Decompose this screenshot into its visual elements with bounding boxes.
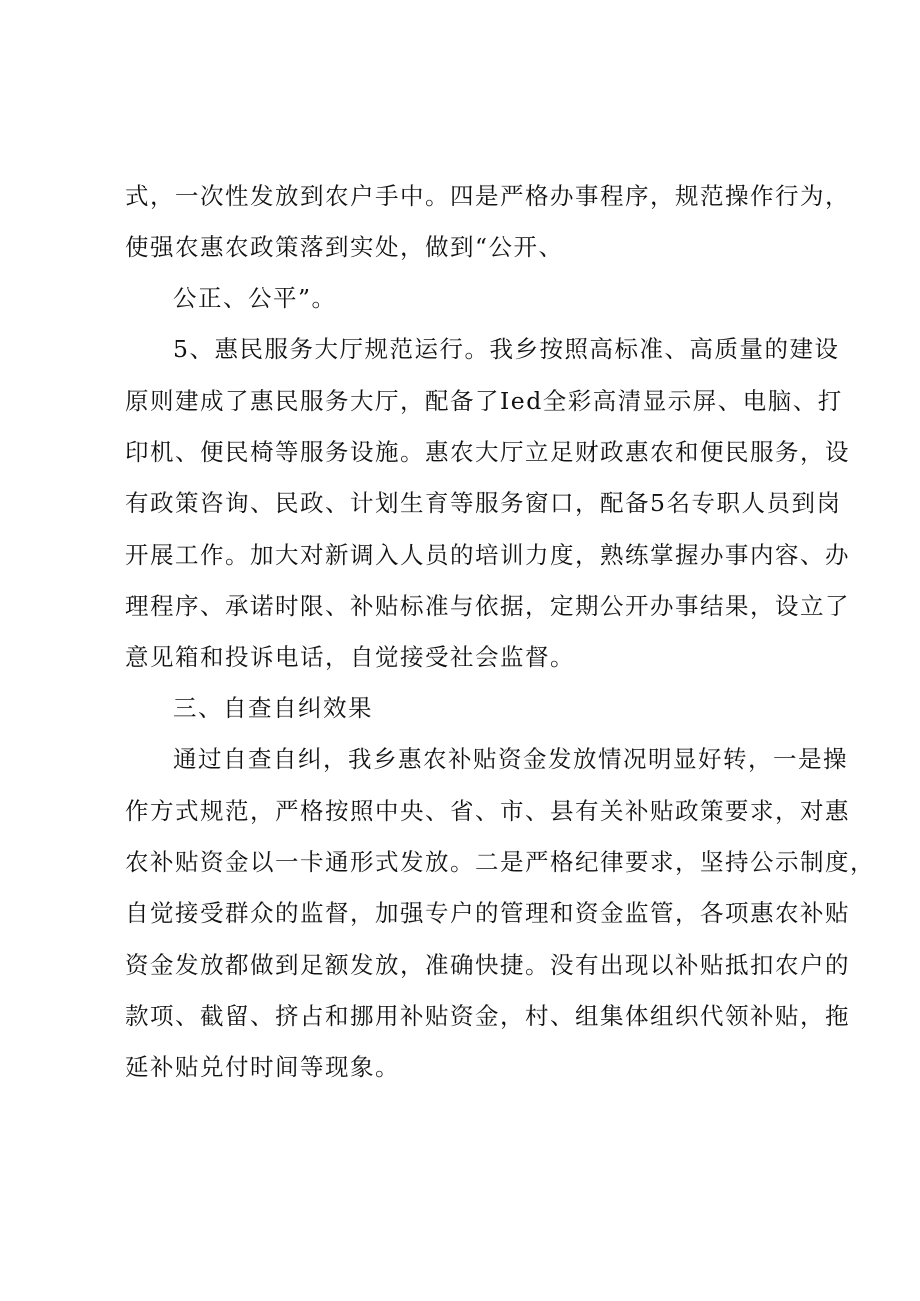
body-text-line: 开展工作。加大对新调入人员的培训力度，熟练掌握办事内容、办 — [125, 541, 850, 569]
body-text-line: 农补贴资金以一卡通形式发放。二是严格纪律要求，坚持公示制度， — [125, 848, 875, 876]
section-heading: 三、自查自纠效果 — [173, 694, 373, 722]
body-text-line: 作方式规范，严格按照中央、省、市、县有关补贴政策要求，对惠 — [125, 797, 850, 825]
body-text-line: 5、惠民服务大厅规范运行。我乡按照高标准、高质量的建设 — [173, 335, 840, 363]
body-text-line: 资金发放都做到足额发放，准确快捷。没有出现以补贴抵扣农户的 — [125, 951, 850, 979]
body-text-line: 通过自查自纠，我乡惠农补贴资金发放情况明显好转，一是操 — [173, 745, 848, 773]
body-text-line: 使强农惠农政策落到实处，做到“公开、 — [125, 233, 564, 261]
body-text-line: 原则建成了惠民服务大厅，配备了Ied全彩高清显示屏、电脑、打 — [125, 387, 843, 415]
body-text-line: 延补贴兑付时间等现象。 — [125, 1053, 400, 1081]
body-text-line: 理程序、承诺时限、补贴标准与依据，定期公开办事结果，设立了 — [125, 592, 850, 620]
body-text-line: 有政策咨询、民政、计划生育等服务窗口，配备5名专职人员到岗 — [125, 489, 842, 517]
body-text-line: 式，一次性发放到农户手中。四是严格办事程序，规范操作行为， — [125, 182, 850, 210]
body-text-line: 印机、便民椅等服务设施。惠农大厅立足财政惠农和便民服务，设 — [125, 438, 850, 466]
body-text-line: 公正、公平”。 — [173, 284, 337, 312]
body-text-line: 自觉接受群众的监督，加强专户的管理和资金监管，各项惠农补贴 — [125, 899, 850, 927]
body-text-line: 款项、截留、挤占和挪用补贴资金，村、组集体组织代领补贴，拖 — [125, 1002, 850, 1030]
body-text-line: 意见箱和投诉电话，自觉接受社会监督。 — [125, 643, 575, 671]
